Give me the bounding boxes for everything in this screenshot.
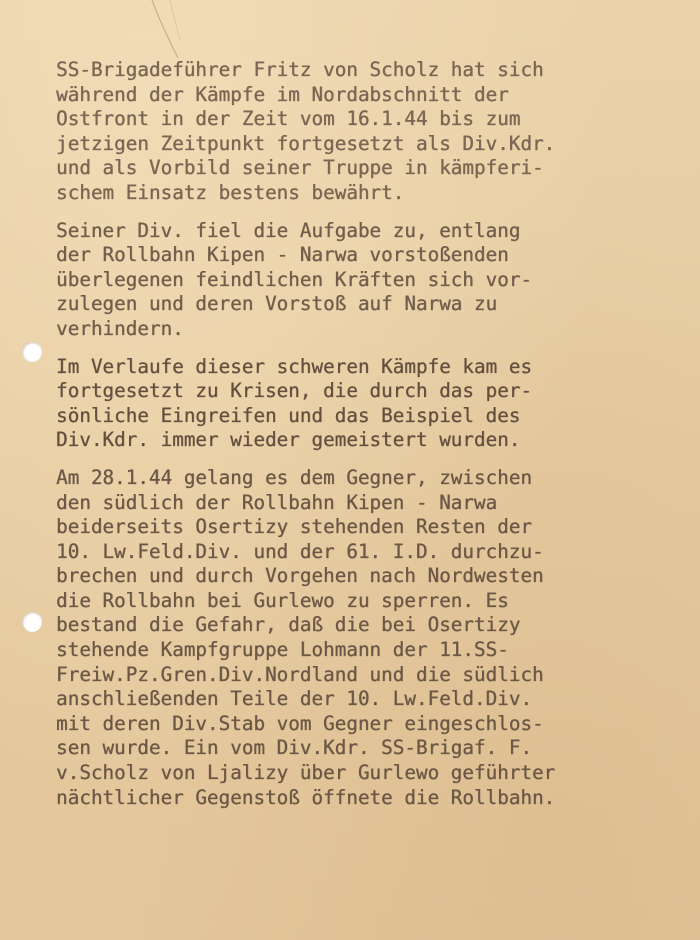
text-line: Div.Kdr. immer wieder gemeistert wurden. xyxy=(56,428,521,452)
text-line: den südlich der Rollbahn Kipen - Narwa xyxy=(56,490,498,514)
text-line: sönliche Eingreifen und das Beispiel des xyxy=(56,403,521,427)
text-line: Am 28.1.44 gelang es dem Gegner, zwischen xyxy=(56,465,532,489)
text-line: während der Kämpfe im Nordabschnitt der xyxy=(56,82,509,106)
text-line: anschließenden Teile der 10. Lw.Feld.Div. xyxy=(56,687,532,711)
text-line: Im Verlaufe dieser schweren Kämpfe kam es xyxy=(56,354,532,378)
text-line: zulegen und deren Vorstoß auf Narwa zu xyxy=(56,292,498,316)
text-line: SS-Brigadeführer Fritz von Scholz hat sich xyxy=(56,58,544,81)
paragraph-2 xyxy=(56,219,696,342)
text-line: Ostfront in der Zeit vom 16.1.44 bis zum xyxy=(56,107,521,131)
typewritten-text xyxy=(56,58,696,823)
fold-mark xyxy=(150,0,190,60)
text-line: brechen und durch Vorgehen nach Nordwesten xyxy=(56,564,544,588)
text-line: die Rollbahn bei Gurlewo zu sperren. Es xyxy=(56,588,509,612)
text-line: überlegenen feindlichen Kräften sich vor- xyxy=(56,267,532,291)
paragraph-3 xyxy=(56,355,696,453)
text-line: Freiw.Pz.Gren.Div.Nordland und die südlich xyxy=(56,662,544,686)
paragraph-4 xyxy=(56,466,696,810)
text-line: verhindern. xyxy=(56,316,184,340)
text-line: bestand die Gefahr, daß die bei Osertizy xyxy=(56,613,521,637)
punch-hole-top xyxy=(22,342,42,362)
text-line: stehende Kampfgruppe Lohmann der 11.SS- xyxy=(56,638,509,662)
paragraph-1 xyxy=(56,58,696,206)
text-line: und als Vorbild seiner Truppe in kämpferi- xyxy=(56,156,544,180)
text-line: beiderseits Osertizy stehenden Resten der xyxy=(56,515,532,539)
text-line: fortgesetzt zu Krisen, die durch das per- xyxy=(56,379,532,403)
text-line: schem Einsatz bestens bewährt. xyxy=(56,180,405,204)
text-line: 10. Lw.Feld.Div. und der 61. I.D. durchzu- xyxy=(56,539,544,563)
text-line: Seiner Div. fiel die Aufgabe zu, entlang xyxy=(56,218,521,242)
punch-hole-bottom xyxy=(22,612,42,632)
text-line: nächtlicher Gegenstoß öffnete die Rollbahn. xyxy=(56,785,556,809)
text-line: sen wurde. Ein vom Div.Kdr. SS-Brigaf. F. xyxy=(56,736,532,760)
text-line: v.Scholz von Ljalizy über Gurlewo geführter xyxy=(56,761,556,785)
text-line: jetzigen Zeitpunkt fortgesetzt als Div.Kdr. xyxy=(56,131,556,155)
text-line: mit deren Div.Stab vom Gegner eingeschlos- xyxy=(56,711,544,735)
text-line: der Rollbahn Kipen - Narwa vorstoßenden xyxy=(56,243,509,267)
